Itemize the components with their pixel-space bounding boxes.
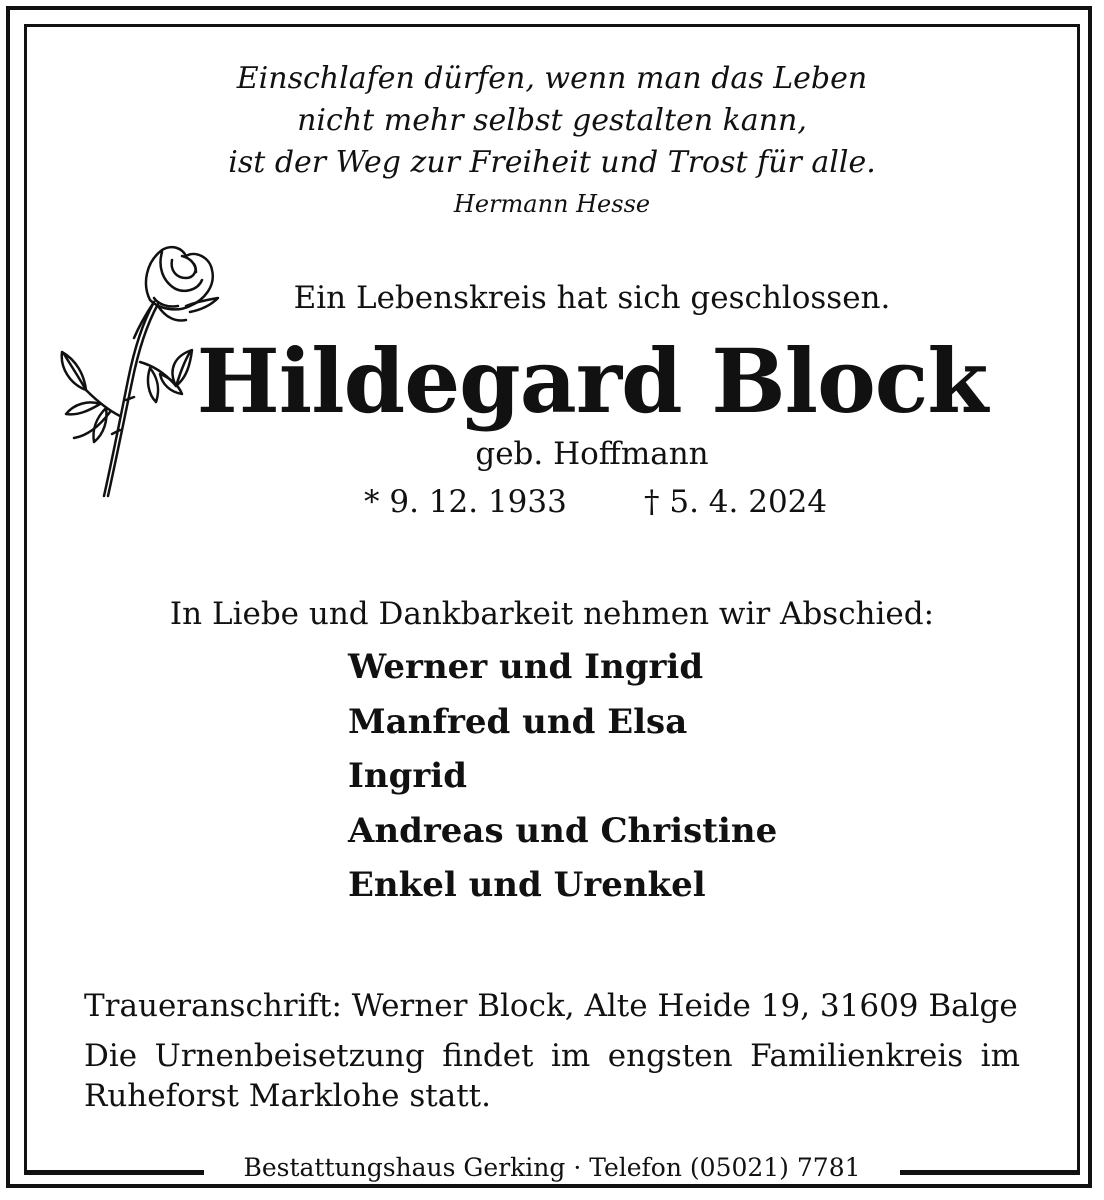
notice-intro: Ein Lebenskreis hat sich geschlossen. xyxy=(293,280,891,316)
quote-block xyxy=(0,58,1104,222)
footer-rule-right xyxy=(900,1170,1080,1175)
farewell-intro: In Liebe und Dankbarkeit nehmen wir Abschied: xyxy=(169,596,935,632)
deceased-name: Hildegard Block xyxy=(196,329,988,433)
death-date: † 5. 4. 2024 xyxy=(644,484,828,520)
quote-author: Hermann Hesse xyxy=(453,190,651,218)
maiden-name: geb. Hoffmann xyxy=(475,436,709,472)
footer-rule-left xyxy=(24,1170,204,1175)
birth-date: * 9. 12. 1933 xyxy=(364,484,567,520)
mourner-entry: Andreas und Christine xyxy=(348,810,778,851)
burial-info: Die Urnenbeisetzung findet im engsten Familienkreis im Ruheforst Marklohe statt. xyxy=(84,1038,1020,1114)
mourners-list xyxy=(348,640,777,913)
quote-line: ist der Weg zur Freiheit und Trost für alle. xyxy=(228,145,876,180)
quote-line: Einschlafen dürfen, wenn man das Leben xyxy=(236,61,868,96)
quote-line: nicht mehr selbst gestalten kann, xyxy=(297,103,807,138)
funeral-home-footer: Bestattungshaus Gerking · Telefon (05021) 7781 xyxy=(243,1153,861,1182)
mourning-address: Traueranschrift: Werner Block, Alte Heide 19, 31609 Balge xyxy=(84,988,1018,1024)
mourner-entry: Enkel und Urenkel xyxy=(348,865,706,905)
mourner-entry: Manfred und Elsa xyxy=(348,701,688,742)
mourner-entry: Werner und Ingrid xyxy=(348,647,704,687)
mourner-entry: Ingrid xyxy=(348,756,467,796)
